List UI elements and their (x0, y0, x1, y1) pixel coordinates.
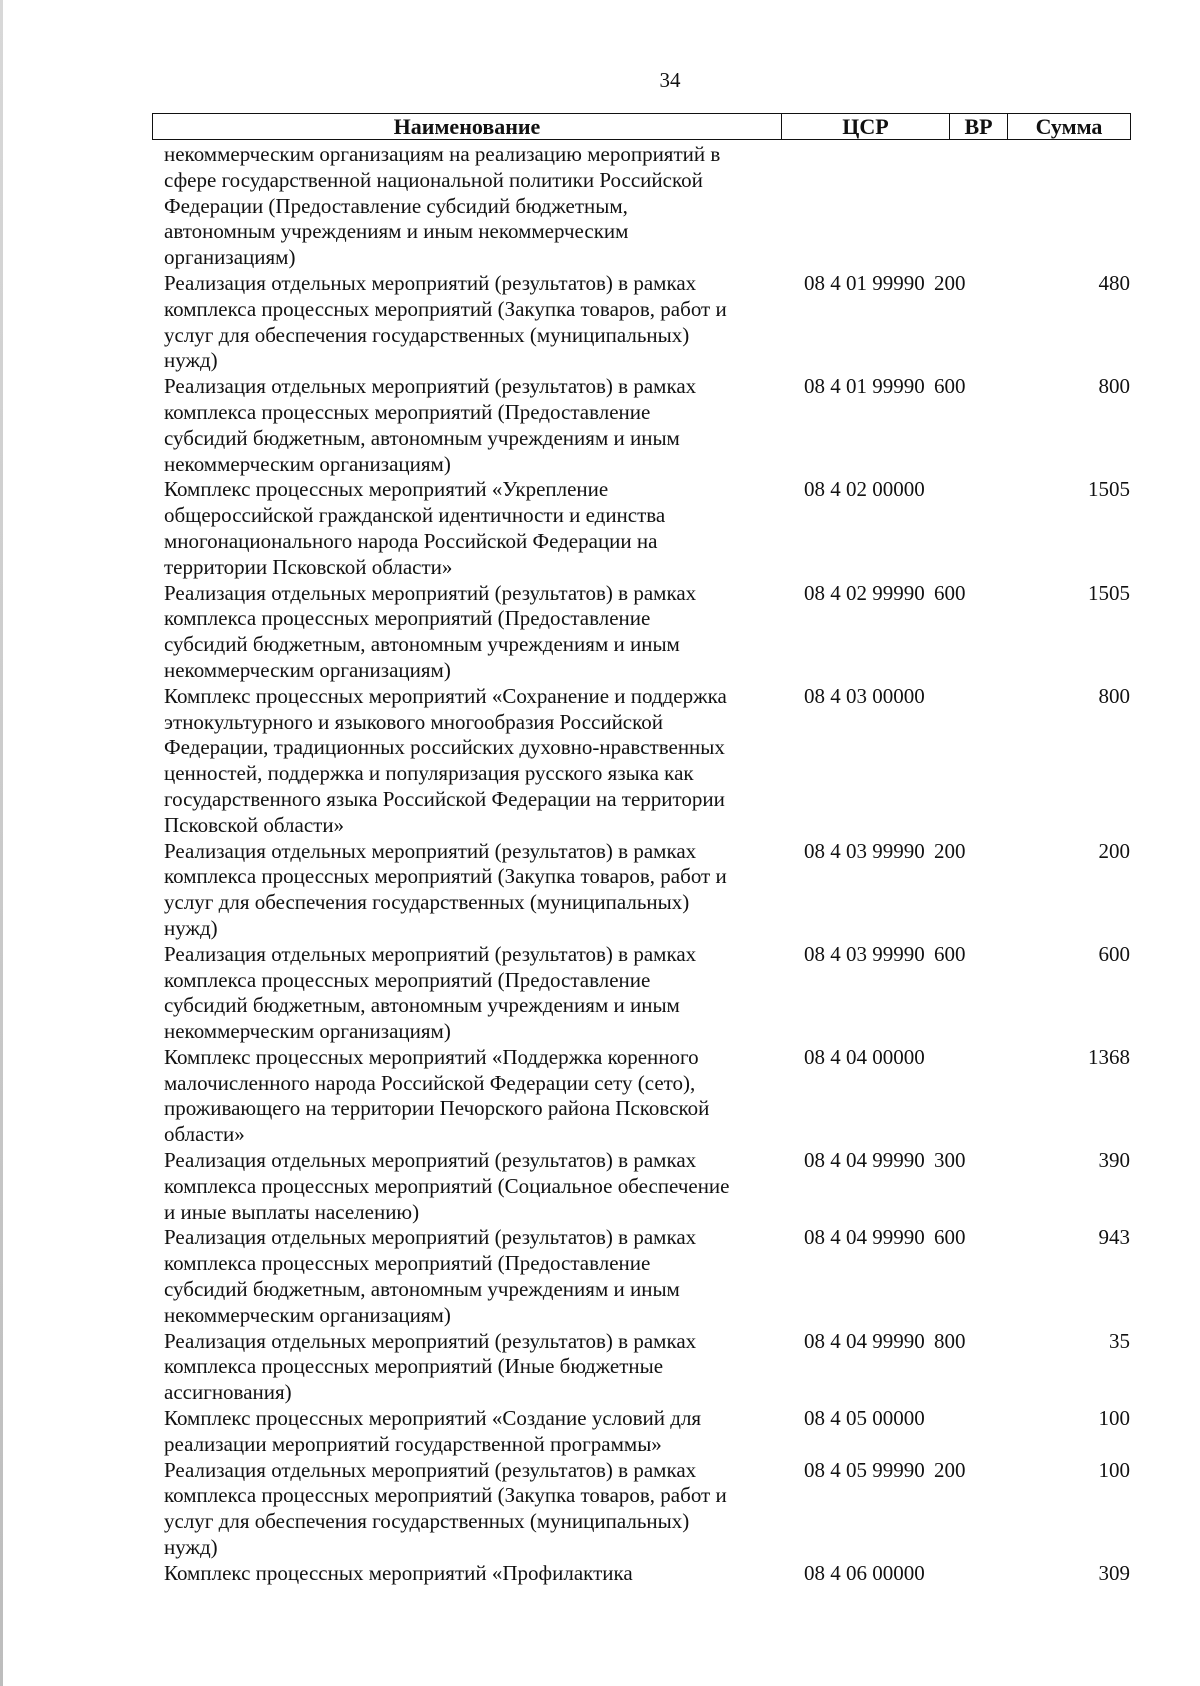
row-vr: 200 (934, 270, 966, 295)
table-row (164, 142, 1134, 271)
row-csr: 08 4 02 99990 (804, 580, 925, 605)
row-vr (924, 1045, 980, 1148)
row-name: некоммерческим организациям на реализацию мероприятий в сфере государственной национальной политики Российской Федерации (Предоставление субсидий бюджетным, автономным учреждениям и иным некоммерческим организациям) (164, 142, 721, 270)
table-row (164, 684, 1134, 839)
scan-edge (0, 0, 3, 1686)
row-name: Реализация отдельных мероприятий (результатов) в рамках комплекса процессных мероприятий (Предоставление субсидий бюджетным, автономным учреждениям и иным некоммерческим организациям) (164, 1225, 697, 1327)
row-name: Реализация отдельных мероприятий (результатов) в рамках комплекса процессных мероприятий (Социальное обеспечение и иные выплаты населению) (164, 1148, 730, 1224)
row-vr: 600 (934, 374, 966, 399)
row-vr: 600 (934, 580, 966, 605)
row-vr (924, 142, 980, 271)
row-sum: 1368 (1088, 1044, 1130, 1069)
row-name: Реализация отдельных мероприятий (результатов) в рамках комплекса процессных мероприятий (Закупка товаров, работ и услуг для обеспечения государственных (муниципальных) нужд) (164, 1457, 727, 1560)
row-sum (980, 142, 1130, 271)
row-csr: 08 4 01 99990 (804, 270, 925, 295)
row-csr: 08 4 05 99990 (804, 1457, 925, 1482)
row-name: Комплекс процессных мероприятий «Сохранение и поддержка этнокультурного и языкового многообразия Российской Федерации, традиционных российских духовно-нравственных ценностей, поддержка и популяризация русского языка как государственного языка Российской Федерации на территории Псковской области» (164, 683, 727, 837)
row-csr: 08 4 04 00000 (804, 1044, 925, 1069)
table-row (164, 1561, 1134, 1587)
header-vr: ВР (950, 114, 1008, 139)
row-name: Реализация отдельных мероприятий (результатов) в рамках комплекса процессных мероприятий (Предоставление субсидий бюджетным, автономным учреждениям и иным некоммерческим организациям) (164, 580, 697, 682)
row-name: Реализация отдельных мероприятий (результатов) в рамках комплекса процессных мероприятий (Предоставление субсидий бюджетным, автономным учреждениям и иным некоммерческим организациям) (164, 941, 697, 1044)
row-vr: 300 (934, 1148, 966, 1173)
table-row (164, 1225, 1134, 1328)
header-sum: Сумма (1035, 114, 1103, 139)
row-sum: 480 (1098, 270, 1130, 295)
header-name: Наименование (153, 114, 782, 139)
table-row (164, 581, 1134, 684)
row-name: Комплекс процессных мероприятий «Поддержка коренного малочисленного народа Российской Федерации сету (сето), проживающего на территории Печорского района Псковской области» (164, 1044, 710, 1147)
row-vr (924, 477, 980, 580)
row-csr: 08 4 04 99990 (804, 1148, 925, 1173)
row-sum: 800 (1098, 374, 1130, 399)
row-vr (924, 684, 980, 839)
table-row (164, 374, 1134, 477)
row-csr: 08 4 04 99990 (804, 1328, 925, 1353)
row-name: Реализация отдельных мероприятий (результатов) в рамках комплекса процессных мероприятий (Закупка товаров, работ и услуг для обеспечения государственных (муниципальных) нужд) (164, 270, 727, 373)
table-row (164, 1458, 1134, 1561)
row-vr (924, 1406, 980, 1458)
row-sum: 100 (1098, 1406, 1130, 1431)
table-body (164, 142, 1134, 1587)
row-sum: 100 (1098, 1457, 1130, 1482)
row-csr: 08 4 04 99990 (804, 1225, 925, 1250)
row-name: Комплекс процессных мероприятий «Укрепление общероссийской гражданской идентичности и единства многонационального народа Российской Федерации на территории Псковской области» (164, 477, 666, 579)
table-row (164, 271, 1134, 374)
row-sum: 309 (1098, 1560, 1130, 1585)
row-sum: 1505 (1088, 580, 1130, 605)
row-sum: 200 (1098, 838, 1130, 863)
row-csr: 08 4 03 99990 (804, 838, 925, 863)
table-row (164, 1406, 1134, 1458)
header-csr: ЦСР (782, 114, 950, 139)
row-name: Реализация отдельных мероприятий (результатов) в рамках комплекса процессных мероприятий (Иные бюджетные ассигнования) (164, 1328, 697, 1405)
table-header (152, 113, 1131, 140)
table-row (164, 1148, 1134, 1225)
row-vr: 200 (934, 1457, 966, 1482)
table-row (164, 1045, 1134, 1148)
table-row (164, 839, 1134, 942)
row-csr: 08 4 03 99990 (804, 941, 925, 966)
row-name: Реализация отдельных мероприятий (результатов) в рамках комплекса процессных мероприятий (Закупка товаров, работ и услуг для обеспечения государственных (муниципальных) нужд) (164, 838, 727, 940)
row-vr: 600 (934, 941, 966, 966)
table-row (164, 942, 1134, 1045)
row-name: Реализация отдельных мероприятий (результатов) в рамках комплекса процессных мероприятий (Предоставление субсидий бюджетным, автономным учреждениям и иным некоммерческим организациям) (164, 374, 697, 476)
table-row (164, 1329, 1134, 1406)
row-sum: 800 (1098, 683, 1130, 708)
row-csr: 08 4 05 00000 (804, 1406, 925, 1431)
row-csr: 08 4 02 00000 (804, 477, 925, 502)
table-row (164, 477, 1134, 580)
row-sum: 35 (1109, 1328, 1130, 1353)
row-csr: 08 4 06 00000 (804, 1560, 925, 1585)
row-vr: 200 (934, 838, 966, 863)
row-name: Комплекс процессных мероприятий «Профилактика (164, 1560, 633, 1585)
row-vr: 600 (934, 1225, 966, 1250)
row-sum: 943 (1098, 1225, 1130, 1250)
row-csr: 08 4 03 00000 (804, 683, 925, 708)
row-sum: 390 (1098, 1148, 1130, 1173)
row-name: Комплекс процессных мероприятий «Создание условий для реализации мероприятий государственной программы» (164, 1406, 702, 1456)
row-vr: 800 (934, 1328, 966, 1353)
row-vr (924, 1561, 980, 1587)
row-csr (764, 142, 924, 271)
page-number: 34 (659, 68, 681, 92)
row-sum: 600 (1098, 941, 1130, 966)
row-sum: 1505 (1088, 477, 1130, 502)
row-csr: 08 4 01 99990 (804, 374, 925, 399)
